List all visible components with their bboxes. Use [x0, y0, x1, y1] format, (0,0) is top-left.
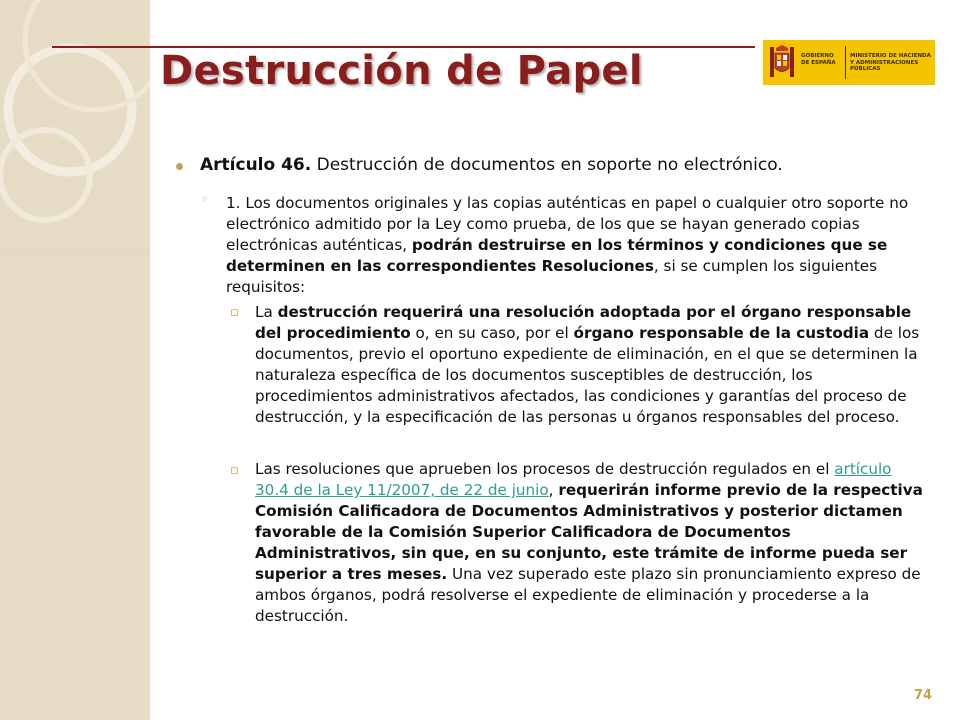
page-title: Destrucción de Papel — [160, 48, 643, 94]
sub1-text-3: de los documentos, previo el oportuno expediente de eliminación, en el que se determinen la naturaleza específica de los documentos susceptibles de destrucción, los procedimientos administrativos afectados, las condiciones y garantías del proceso de destrucción, y la especificación de las personas u órganos responsables del proceso. — [255, 324, 920, 426]
article-title: Destrucción de documentos en soporte no electrónico. — [311, 155, 783, 175]
para1-text-b: , si se cumplen los siguientes requisitos: — [226, 257, 878, 296]
sub2-text-1: Las resoluciones que aprueben los procesos de destrucción regulados en el — [255, 460, 835, 478]
bullet-level3-icon: ▫ — [230, 305, 239, 320]
law-article-link[interactable]: artículo 30.4 de la Ley 11/2007, de 22 de junio — [255, 460, 892, 499]
logo-gobierno-text: GOBIERNO DE ESPAÑA — [801, 53, 836, 66]
logo-ministerio-text: MINISTERIO DE HACIENDA Y ADMINISTRACIONES PÚBLICAS — [850, 53, 931, 72]
paragraph-1 — [226, 193, 928, 298]
para1-text-a: 1. Los documentos originales y las copias auténticas en papel o cualquier otro soporte no electrónico admitido por la Ley como prueba, de los que se hayan generado copias electrónicas auténticas, — [226, 194, 909, 254]
page-number: 74 — [914, 688, 933, 703]
sub2-text-3: Una vez superado este plazo sin pronunciamiento expreso de ambos órganos, podrá resolverse el expediente de eliminación y procederse a la destrucción. — [255, 565, 921, 625]
para1-bold-a: podrán destruirse en los términos y condiciones que se determinen en las correspondientes Resoluciones — [226, 236, 888, 275]
bullet-level3-icon: ▫ — [230, 463, 239, 478]
bullet-level2-icon: ◦ — [201, 192, 209, 206]
sub2-bold-1: requerirán informe previo de la respectiva Comisión Calificadora de Documentos Administrativos y posterior dictamen favorable de la Comisión Superior Calificadora de Documentos Administrativos, sin que, en su conjunto, este trámite de informe pueda ser superior a tres meses. — [255, 481, 923, 583]
sub2-text-2: , — [548, 481, 559, 499]
subitem-2 — [255, 459, 930, 627]
subitem-1 — [255, 302, 930, 428]
article-heading — [200, 155, 930, 176]
bullet-level1-icon — [176, 163, 183, 170]
sub1-bold-2: órgano responsable de la custodia — [573, 324, 870, 342]
article-label: Artículo 46. — [200, 155, 312, 175]
sub1-text-2: o, en su caso, por el — [410, 324, 574, 342]
sub1-bold-1: destrucción requerirá una resolución adoptada por el órgano responsable del procedimiento — [255, 303, 912, 342]
sub1-text-1: La — [255, 303, 278, 321]
